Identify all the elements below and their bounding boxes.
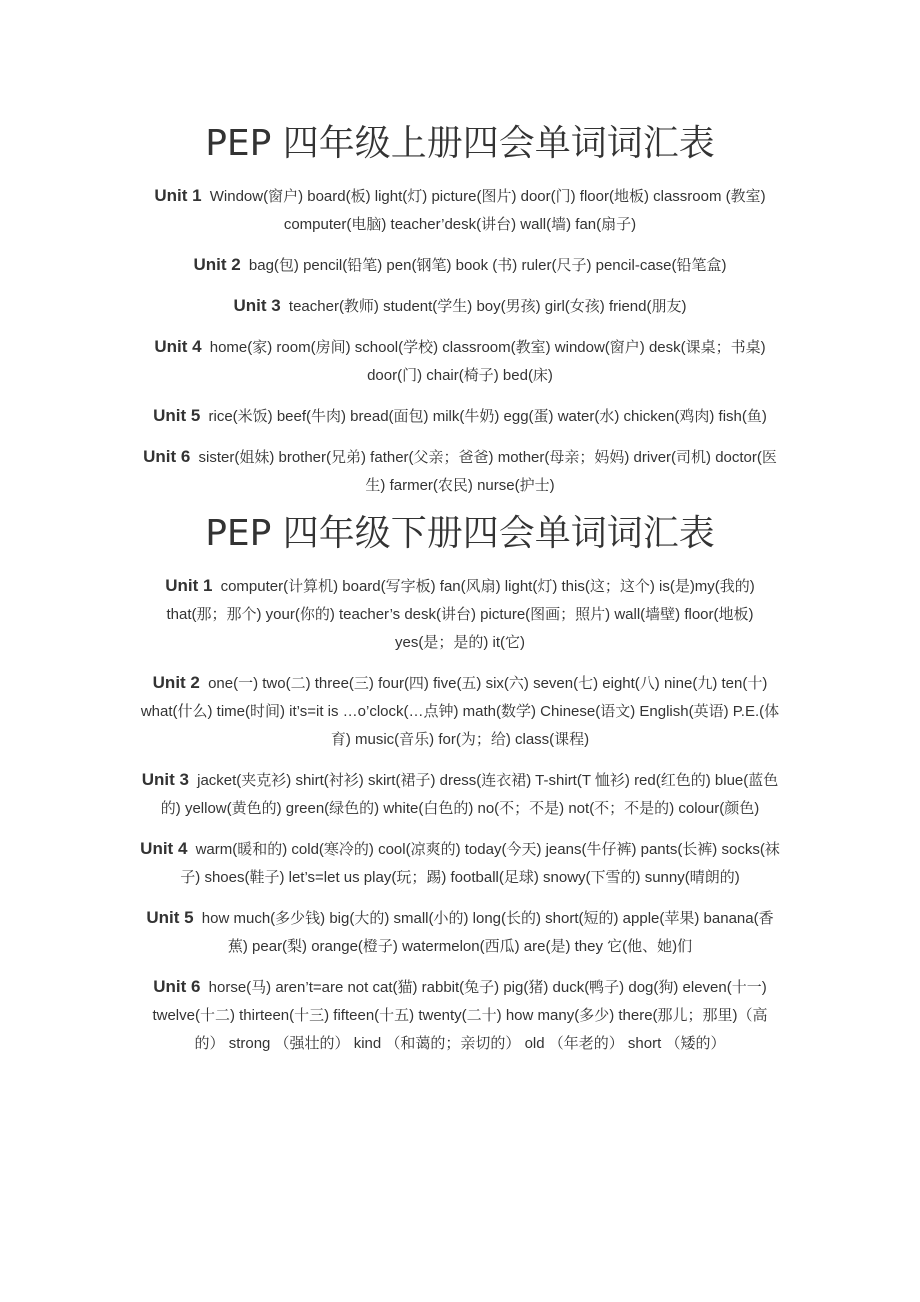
unit-words: bag(包) pencil(铅笔) pen(钢笔) book (书) ruler(尺子) pencil-case(铅笔盒)	[248, 257, 727, 274]
unit-label: Unit 5	[153, 406, 201, 425]
unit-words: sister(姐妹) brother(兄弟) father(父亲；爸爸) mother(母亲；妈妈) driver(司机) doctor(医生) farmer(农民) nurse(护士)	[198, 449, 777, 494]
unit-words: rice(米饭) beef(牛肉) bread(面包) milk(牛奶) egg(蛋) water(水) chicken(鸡肉) fish(鱼)	[208, 408, 767, 425]
lower-unit-2	[140, 669, 780, 754]
upper-unit-1	[140, 182, 780, 239]
unit-label: Unit 1	[154, 186, 202, 205]
upper-unit-2	[140, 251, 780, 280]
unit-words: teacher(教师) student(学生) boy(男孩) girl(女孩) friend(朋友)	[288, 298, 687, 315]
upper-unit-4	[140, 333, 780, 390]
lower-unit-4	[140, 835, 780, 892]
unit-words: home(家) room(房间) school(学校) classroom(教室) window(窗户) desk(课桌；书桌) door(门) chair(椅子) bed(床)	[209, 339, 766, 384]
unit-words: horse(马) aren’t=are not cat(猫) rabbit(兔子) pig(猪) duck(鸭子) dog(狗) eleven(十一) twelve(十二) thirteen(十三) fifteen(十五) twenty(二十) how many(多少) there(那儿；那里)（高的） strong （强壮的） kind （和蔼的；亲切的） old （年老的） short （矮的）	[152, 979, 768, 1052]
unit-label: Unit 3	[233, 296, 281, 315]
upper-vocabulary-section	[140, 0, 780, 500]
unit-label: Unit 6	[153, 977, 201, 996]
unit-words: one(一) two(二) three(三) four(四) five(五) six(六) seven(七) eight(八) nine(九) ten(十) what(什么) time(时间) it’s=it is …o’clock(…点钟) math(数学) Chinese(语文) English(英语) P.E.(体育) music(音乐) for(为；给) class(课程)	[140, 675, 780, 748]
lower-title: PEP 四年级下册四会单词词汇表	[205, 513, 715, 554]
unit-label: Unit 3	[141, 770, 189, 789]
lower-vocabulary-section	[140, 500, 780, 1058]
unit-words: jacket(夹克衫) shirt(衬衫) skirt(裙子) dress(连衣裙) T-shirt(T 恤衫) red(红色的) blue(蓝色的) yellow(黄色的) green(绿色的) white(白色的) no(不；不是) not(不；不是的) colour(颜色)	[160, 772, 779, 817]
unit-label: Unit 2	[152, 673, 200, 692]
unit-words: how much(多少钱) big(大的) small(小的) long(长的) short(短的) apple(苹果) banana(香蕉) pear(梨) orange(橙子) watermelon(西瓜) are(是) they 它(他、她)们	[201, 910, 774, 955]
lower-unit-5	[140, 904, 780, 961]
upper-unit-6	[140, 443, 780, 500]
upper-title: PEP 四年级上册四会单词词汇表	[205, 123, 715, 164]
unit-label: Unit 4	[140, 839, 188, 858]
upper-unit-5	[140, 402, 780, 431]
unit-label: Unit 4	[154, 337, 202, 356]
upper-unit-3	[140, 292, 780, 321]
lower-unit-3	[140, 766, 780, 823]
unit-words: computer(计算机) board(写字板) fan(风扇) light(灯) this(这；这个) is(是)my(我的) that(那；那个) your(你的) teacher’s desk(讲台) picture(图画；照片) wall(墙壁) floor(地板) yes(是；是的) it(它)	[166, 578, 755, 651]
unit-label: Unit 5	[146, 908, 194, 927]
unit-label: Unit 2	[193, 255, 241, 274]
unit-label: Unit 1	[165, 576, 213, 595]
unit-words: warm(暖和的) cold(寒冷的) cool(凉爽的) today(今天) jeans(牛仔裤) pants(长裤) socks(袜子) shoes(鞋子) let’s=let us play(玩；踢) football(足球) snowy(下雪的) sunny(晴朗的)	[180, 841, 780, 886]
unit-words: Window(窗户) board(板) light(灯) picture(图片) door(门) floor(地板) classroom (教室) computer(电脑) teacher’desk(讲台) wall(墙) fan(扇子)	[209, 188, 766, 233]
lower-unit-6	[140, 973, 780, 1058]
unit-label: Unit 6	[143, 447, 191, 466]
lower-unit-1	[140, 572, 780, 657]
